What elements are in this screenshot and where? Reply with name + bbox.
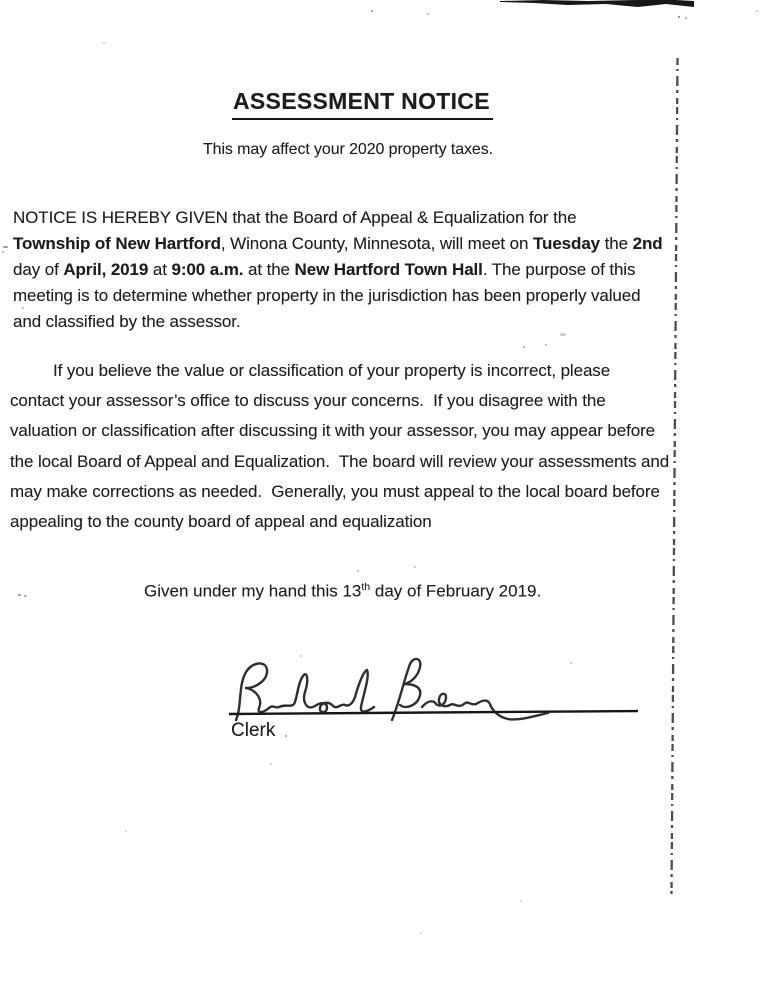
text-segment: , Winona County, Minnesota, will meet on bbox=[220, 234, 534, 253]
text-segment: at bbox=[148, 260, 172, 279]
notice-line bbox=[13, 205, 663, 231]
scan-top-smudge bbox=[498, 0, 698, 10]
notice-line bbox=[13, 257, 663, 283]
scan-speck bbox=[125, 830, 127, 832]
document-subtitle: This may affect your 2020 property taxes. bbox=[203, 141, 493, 158]
notice-line bbox=[13, 231, 663, 257]
text-segment: Tuesday bbox=[533, 234, 601, 253]
scan-speck bbox=[3, 246, 8, 248]
text-segment: the bbox=[600, 234, 633, 253]
text-segment: valuation or classification after discussing it with your assessor, you may appear before bbox=[10, 421, 655, 441]
scan-speck bbox=[678, 16, 680, 18]
notice-line bbox=[10, 416, 669, 446]
notice-line bbox=[10, 507, 669, 537]
scan-speck bbox=[427, 13, 429, 15]
text-segment: day of bbox=[13, 260, 64, 279]
text-segment: meeting is to determine whether property in the jurisdiction has been properly valued bbox=[13, 286, 641, 305]
scan-speck bbox=[685, 17, 687, 19]
scan-speck bbox=[300, 655, 302, 657]
document-title: ASSESSMENT NOTICE bbox=[232, 88, 493, 120]
scan-speck bbox=[420, 932, 422, 934]
scan-speck bbox=[2, 251, 4, 253]
notice-line bbox=[13, 283, 663, 309]
scan-speck bbox=[357, 570, 359, 572]
scan-speck bbox=[22, 307, 24, 309]
notice-paragraph-2 bbox=[10, 356, 669, 537]
signature-line bbox=[229, 711, 638, 714]
notice-line bbox=[10, 477, 669, 507]
scan-speck bbox=[756, 10, 758, 12]
scan-speck bbox=[371, 10, 373, 12]
notice-line bbox=[10, 447, 669, 477]
signature-block bbox=[222, 652, 658, 730]
scan-speck bbox=[545, 344, 547, 346]
text-segment: day of February 2019. bbox=[370, 581, 542, 601]
text-segment: 9:00 a.m. bbox=[171, 260, 244, 279]
text-segment: th bbox=[361, 581, 371, 593]
notice-line bbox=[10, 356, 669, 386]
notice-line bbox=[13, 309, 663, 335]
text-segment: appealing to the county board of appeal and equalization bbox=[10, 512, 432, 532]
text-segment: Township of New Hartford bbox=[13, 234, 221, 253]
scan-speck bbox=[18, 594, 21, 596]
text-segment: contact your assessor’s office to discuss your concerns. If you disagree with the bbox=[10, 391, 606, 411]
notice-line bbox=[10, 386, 669, 416]
text-segment: New Hartford Town Hall bbox=[294, 260, 483, 279]
text-segment: may make corrections as needed. Generally, you must appeal to the local board before bbox=[10, 481, 660, 501]
text-segment: April, 2019 bbox=[63, 260, 149, 279]
text-segment: Given under my hand this 13 bbox=[144, 581, 362, 601]
text-segment: NOTICE IS HEREBY GIVEN that the Board of Appeal & Equalization for the bbox=[13, 208, 577, 227]
scan-speck bbox=[103, 42, 105, 44]
text-segment: . The purpose of this bbox=[482, 260, 636, 279]
notice-paragraph-1 bbox=[13, 205, 663, 335]
scan-speck bbox=[270, 763, 272, 765]
text-segment: If you believe the value or classification of your property is incorrect, please bbox=[53, 361, 611, 380]
text-segment: 2nd bbox=[632, 234, 663, 253]
given-line bbox=[144, 581, 541, 602]
scan-speck bbox=[414, 566, 416, 568]
scan-speck bbox=[285, 735, 287, 737]
scan-speck bbox=[523, 346, 525, 348]
text-segment: the local Board of Appeal and Equalization. The board will review your assessments and bbox=[10, 451, 670, 471]
text-segment: and classified by the assessor. bbox=[13, 312, 241, 331]
text-segment: at the bbox=[243, 260, 295, 279]
scan-speck bbox=[24, 595, 27, 597]
scan-speck bbox=[560, 333, 566, 336]
scan-speck bbox=[520, 900, 522, 902]
scan-speck bbox=[570, 662, 572, 664]
clerk-label: Clerk bbox=[231, 720, 276, 741]
